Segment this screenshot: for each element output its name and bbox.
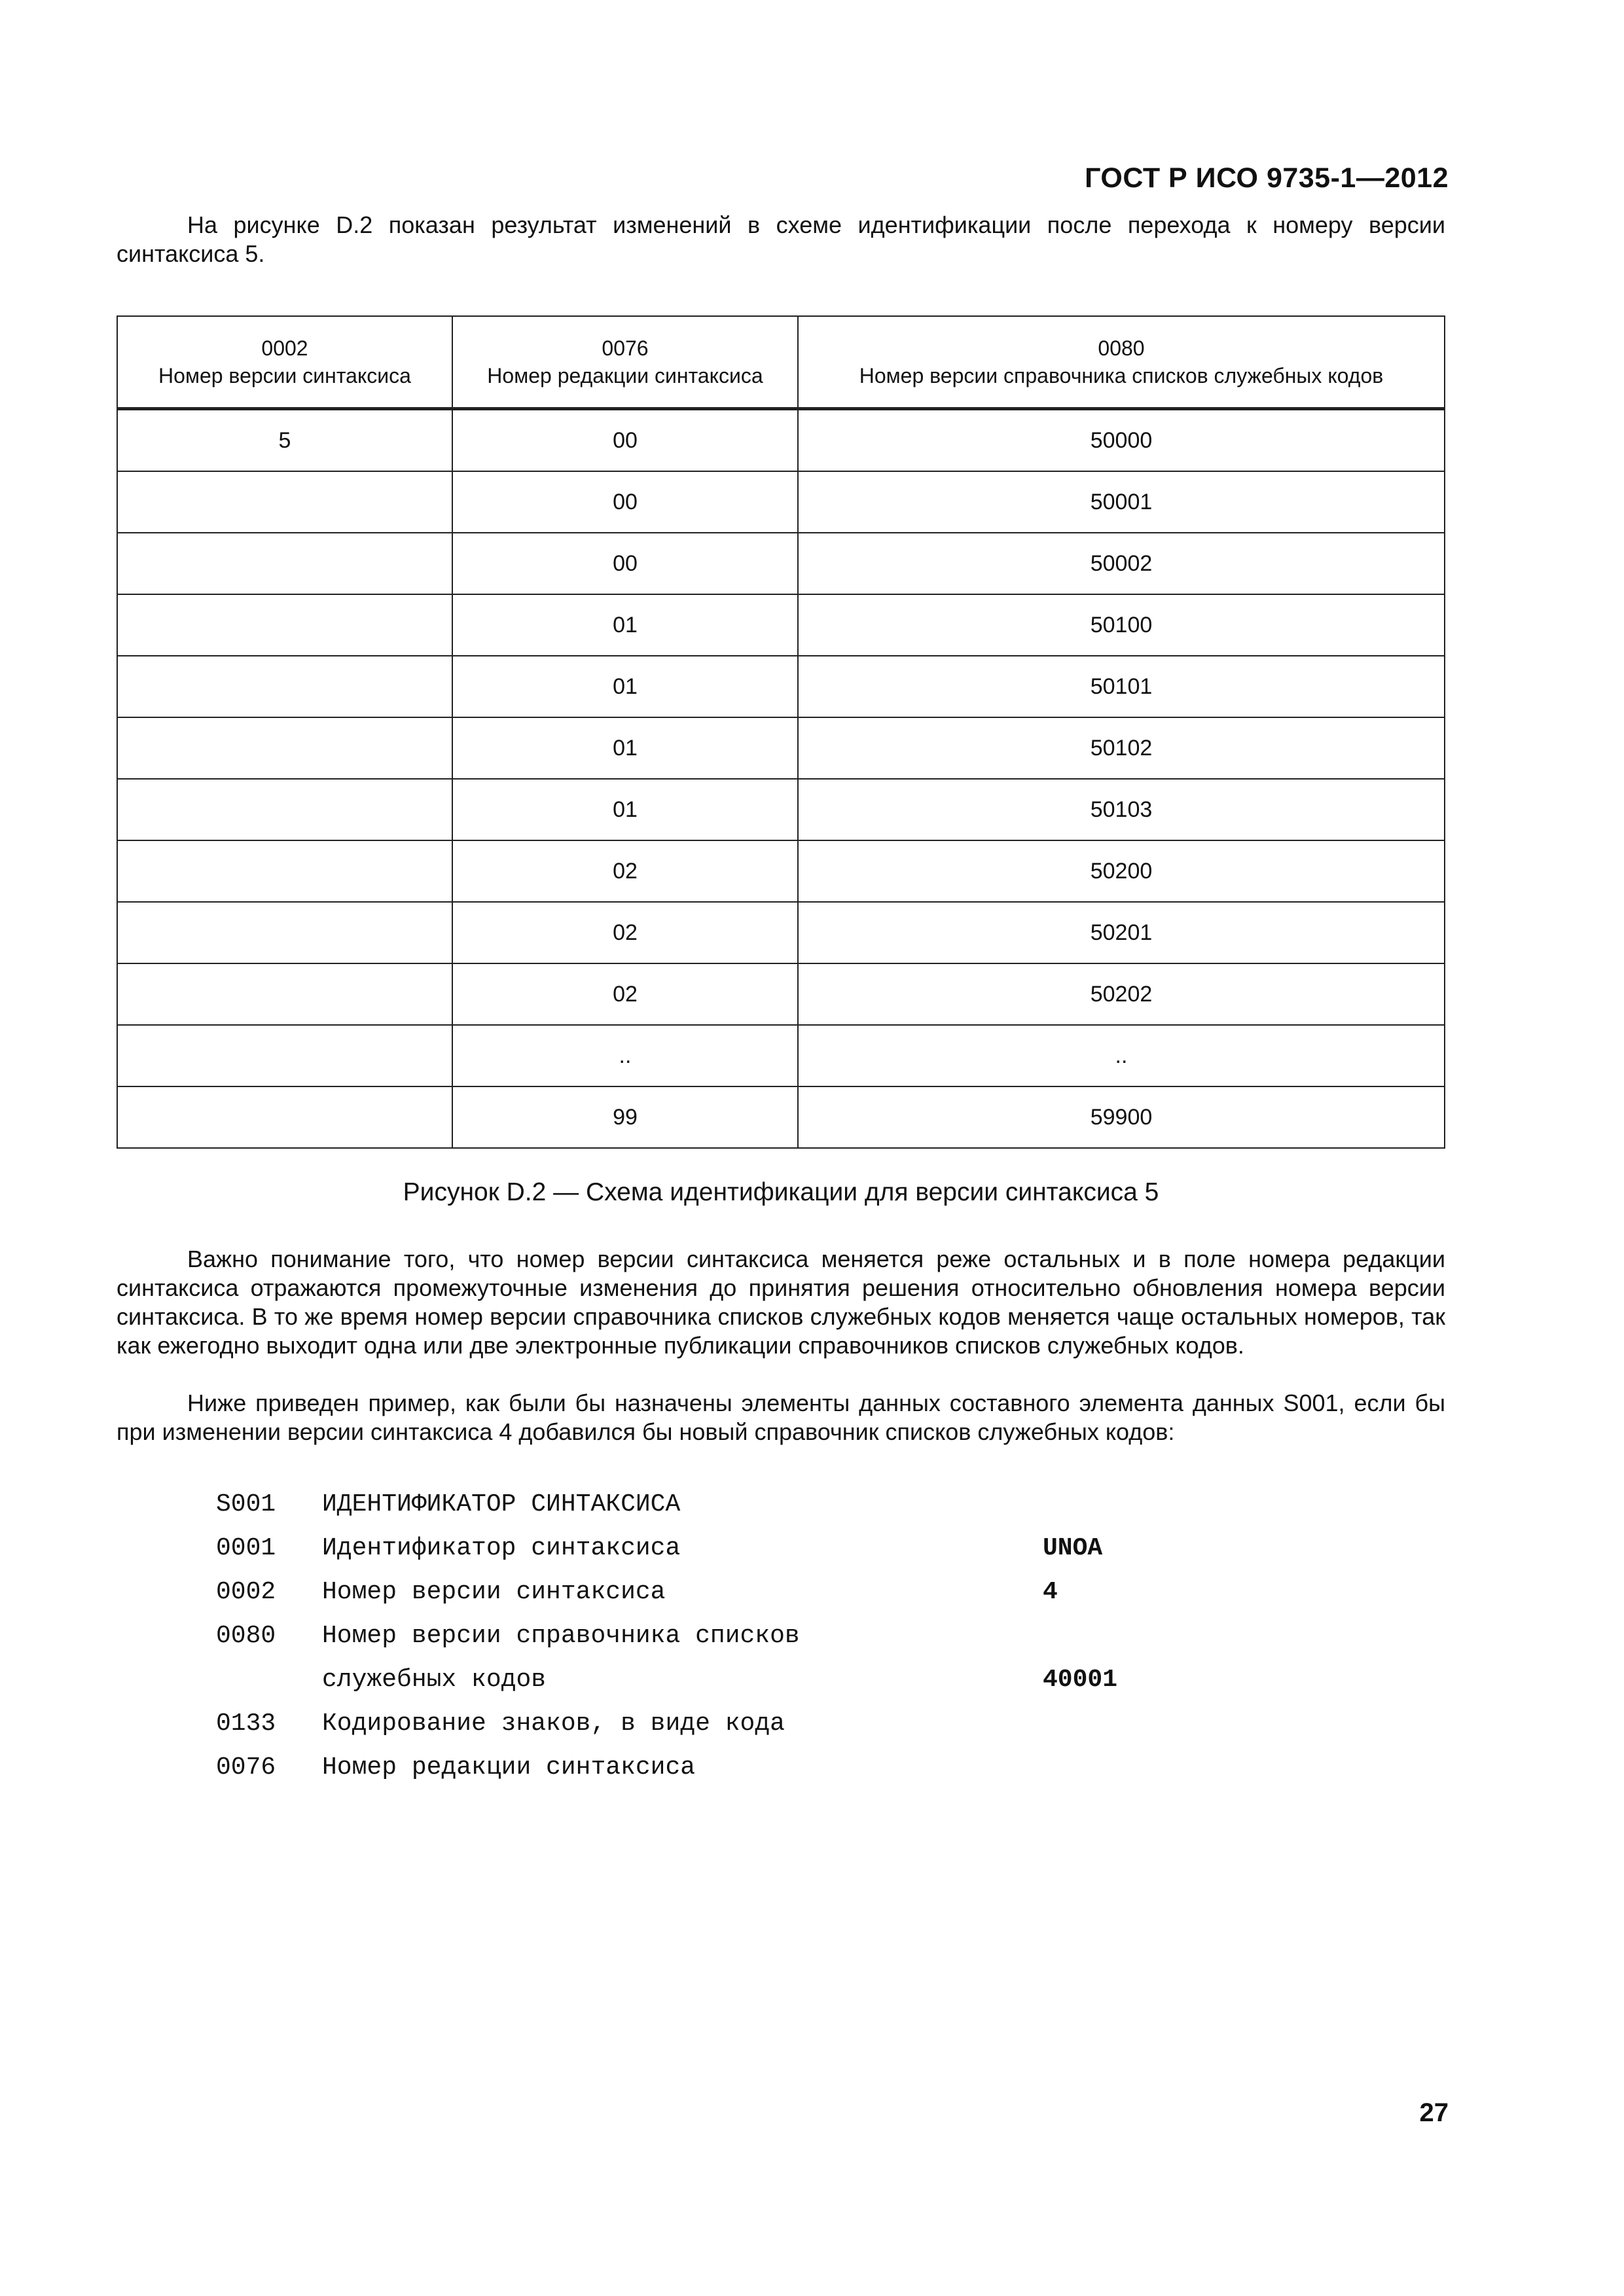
element-name: Кодирование знаков, в виде кода [322,1710,785,1738]
element-name: ИДЕНТИФИКАТОР СИНТАКСИСА [322,1490,681,1518]
column-header-syntax-version [117,316,452,409]
table-cell: 99 [452,1086,798,1148]
table-cell [117,902,452,963]
table-cell: 50001 [798,471,1445,533]
table-cell [117,963,452,1025]
table-cell: 02 [452,902,798,963]
column-label: Номер редакции синтаксиса [487,364,763,387]
table-cell: 59900 [798,1086,1445,1148]
identification-table [117,315,1445,1149]
page-number: 27 [1419,2098,1449,2127]
table-cell: 02 [452,963,798,1025]
element-name: служебных кодов [322,1666,547,1694]
element-value: UNOA [1043,1534,1103,1562]
table-cell: 50102 [798,717,1445,779]
element-code: S001 [216,1490,276,1518]
table-cell: 00 [452,471,798,533]
intro-text: На рисунке D.2 показан результат изменений в схеме идентификации после перехода к номеру версии синтаксиса 5. [117,211,1445,267]
column-code: 0002 [261,336,308,360]
table-cell: 50002 [798,533,1445,594]
table-row [117,471,1445,533]
table-cell: 50200 [798,840,1445,902]
table-cell: 50101 [798,656,1445,717]
body-paragraph-1 [117,1245,1445,1360]
table-cell: 00 [452,409,798,472]
table-cell: 01 [452,656,798,717]
paragraph-text: Важно понимание того, что номер версии синтаксиса меняется реже остальных и в поле номера редакции синтаксиса отражаются промежуточные изменения до принятия решения относительно обновления номера версии синтаксиса. В то же время номер версии справочника списков служебных кодов меняется чаще остальных номеров, так как ежегодно выходит одна или две электронные публикации справочников списков служебных кодов. [117,1246,1445,1359]
table-row [117,409,1445,472]
element-value: 40001 [1043,1666,1118,1694]
table-cell: 50202 [798,963,1445,1025]
table-cell [117,717,452,779]
table-cell: 01 [452,779,798,840]
table-cell [117,1025,452,1086]
table-cell [117,779,452,840]
table-cell: 50201 [798,902,1445,963]
table-cell [117,471,452,533]
table-cell [117,656,452,717]
element-name: Номер редакции синтаксиса [322,1753,696,1782]
element-name: Идентификатор синтаксиса [322,1534,681,1562]
table-row [117,902,1445,963]
table-body [117,409,1445,1149]
table-cell: 50100 [798,594,1445,656]
table-header-row [117,316,1445,409]
element-code: 0076 [216,1753,276,1782]
table-row [117,779,1445,840]
table-cell: 00 [452,533,798,594]
element-name: Номер версии справочника списков [322,1622,800,1650]
figure-caption: Рисунок D.2 — Схема идентификации для версии синтаксиса 5 [403,1178,1159,1206]
paragraph-text: Ниже приведен пример, как были бы назначены элементы данных составного элемента данных S001, если бы при изменении версии синтаксиса 4 добавился бы новый справочник списков служебных кодов: [117,1390,1445,1445]
column-code: 0076 [602,336,649,360]
table-row [117,840,1445,902]
table-cell [117,840,452,902]
table-cell: .. [798,1025,1445,1086]
table-cell [117,594,452,656]
table-cell: 50000 [798,409,1445,472]
table-row [117,717,1445,779]
column-header-code-list-directory-version [798,316,1445,409]
element-code: 0080 [216,1622,276,1650]
table-row [117,533,1445,594]
element-code: 0133 [216,1710,276,1738]
table-cell: 01 [452,594,798,656]
table-row [117,1025,1445,1086]
table-cell: 5 [117,409,452,472]
table-cell: 50103 [798,779,1445,840]
document-number-header: ГОСТ Р ИСО 9735-1—2012 [1085,162,1449,194]
column-code: 0080 [1098,336,1145,360]
body-paragraph-2 [117,1389,1445,1446]
column-label: Номер версии синтаксиса [158,364,411,387]
intro-paragraph [117,211,1445,268]
column-header-syntax-release [452,316,798,409]
element-code: 0001 [216,1534,276,1562]
element-name: Номер версии синтаксиса [322,1578,666,1606]
table-cell: 01 [452,717,798,779]
table-cell [117,1086,452,1148]
table-row [117,1086,1445,1148]
table-row [117,656,1445,717]
element-value: 4 [1043,1578,1058,1606]
table-row [117,963,1445,1025]
table-row [117,594,1445,656]
table-cell: .. [452,1025,798,1086]
column-label: Номер версии справочника списков служебных кодов [859,364,1384,387]
table-cell: 02 [452,840,798,902]
table-cell [117,533,452,594]
element-code: 0002 [216,1578,276,1606]
